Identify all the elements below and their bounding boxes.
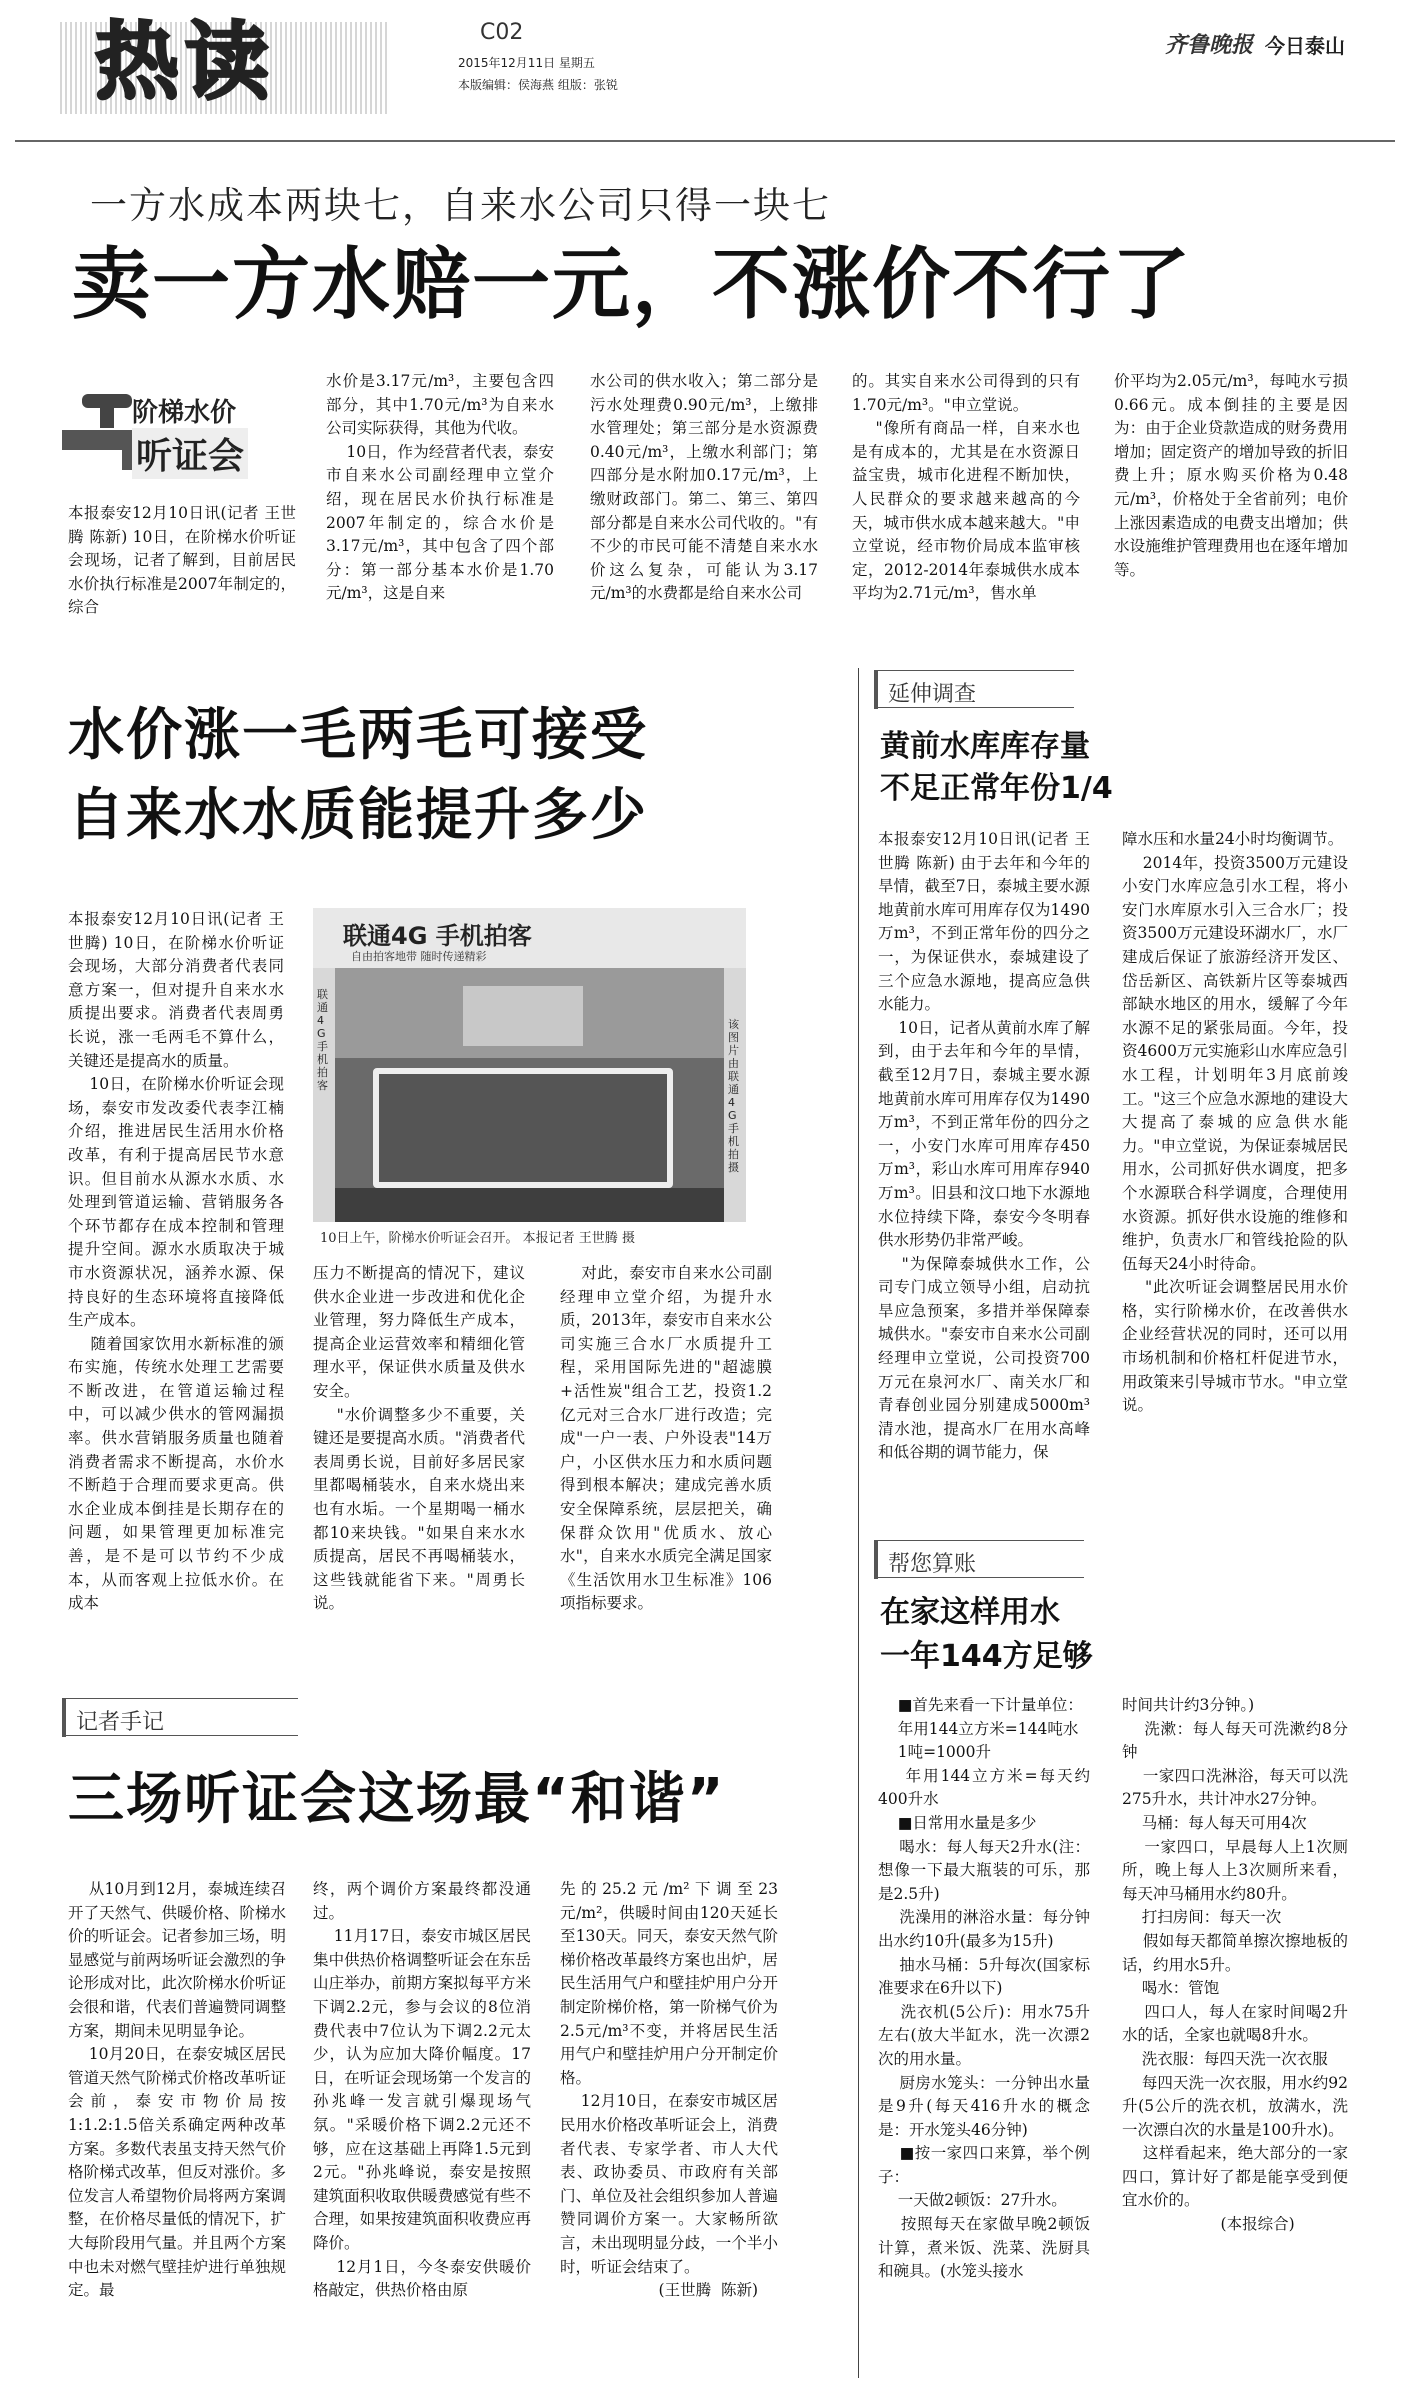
lead-col-5: 价平均为2.05元/m³，每吨水亏损0.66元。成本倒挂的主要是因为：由于企业贷款造成的财务费用增加；固定资产的增加导致的折旧费上升；原水购买价格为0.48元/m³，价格处于全省前列；电价上涨因素造成的电费支出增加；供水设施维护管理费用也在逐年增加等。 [1114, 372, 1348, 579]
lead-col-2: 水价是3.17元/m³，主要包含四部分，其中1.70元/m³为自来水公司实际获得，其他为代收。 10日，作为经营者代表，泰安市自来水公司副经理申立堂介绍，现在居民水价执行标准是2007年制定的，综合水价是3.17元/m³，其中包含了四个部分：第一部分基本水价是1.70元/m³，这是自来 [326, 372, 554, 603]
photo-banner-sub: 自由拍客地带 随时传递精彩 [351, 950, 487, 963]
badge-line2: 听证会 [132, 428, 248, 479]
editors-line: 本版编辑：侯海燕 组版：张锐 [458, 78, 618, 92]
sidebar1-tab: 延伸调查 [874, 670, 1074, 708]
sidebar2-col-1: ■首先来看一下计量单位： 年用144立方米=144吨水 1吨=1000升 年用144立方米=每天约400升水 ■日常用水量是多少 喝水：每人每天2升水(注：想像一下最大瓶装的可乐，那是2.5升) 洗澡用的淋浴水量：每分钟出水约10升(最多为15升) 抽水马桶：5升每次(国家标准要求在6升以下) 洗衣机(5公斤)：用水75升左右(放大半缸水，洗一次漂2次的用水量。 厨房水笼头：一分钟出水量是9升(每天416升水的概念是：开水笼头46分钟) ■按一家四口来算，举个例子： 一天做2顿饭：27升水。 按照每天在家做早晚2顿饭计算，煮米饭、洗菜、洗厨具和碗具。(水笼头接水 [878, 1696, 1090, 2281]
story2-col-2: 压力不断提高的情况下，建议供水企业进一步改进和优化企业管理，努力降低生产成本，提高企业运营效率和精细化管理水平，保证供水质量及供水安全。 "水价调整多少不重要，关键还是要提高水质。"消费者代表周勇长说，目前好多居民家里都喝桶装水，自来水烧出来也有水垢。一个星期喝一桶水都10来块钱。"如果自来水水质提高，居民不再喝桶装水，这些钱就能省下来。"周勇长说。 [313, 1264, 525, 1613]
story2-col-3: 对此，泰安市自来水公司副经理申立堂介绍，为提升水质，2013年，泰安市自来水公司实施三合水厂水质提升工程，采用国际先进的"超滤膜+活性炭"组合工艺，投资1.2亿元对三合水厂进行改造；完成"一户一表、户外设表"14万户，小区供水压力和水质问题得到根本解决；建成完善水质安全保障系统，层层把关，确保群众饮用"优质水、放心水"，自来水水质完全满足国家《生活饮用水卫生标准》106项指标要求。 [560, 1264, 772, 1613]
lead-kicker: 一方水成本两块七，自来水公司只得一块七 [90, 184, 831, 227]
column-divider [858, 668, 859, 2378]
photo-caption: 10日上午，阶梯水价听证会召开。 本报记者 王世腾 摄 [320, 1231, 635, 1246]
issue-date: 2015年12月11日 星期五 [458, 56, 595, 70]
paper-logo: 齐鲁晚报 [1165, 32, 1254, 58]
sidebar1-headline-1: 黄前水库库存量 [880, 729, 1090, 764]
story3-headline: 三场听证会这场最“和谐” [68, 1767, 726, 1832]
story2-col-1: 本报泰安12月10日讯(记者 王世腾) 10日，在阶梯水价听证会现场，大部分消费者代表同意方案一，但对提升自来水水质提出要求。消费者代表周勇长说，涨一毛两毛不算什么，关键还是提高水的质量。 10日，在阶梯水价听证会现场，泰安市发改委代表李江楠介绍，推进居民生活用水价格改革，有利于提高居民节水意识。但目前水从源水水质、水处理到管道运输、营销服务各个环节都存在成本控制和管理提升空间。源水水质取决于城市水资源状况，涵养水源、保持良好的生态环境将直接降低生产成本。 随着国家饮用水新标准的颁布实施，传统水处理工艺需要不断改进，在管道运输过程中，可以减少供水的管网漏损率。供水营销服务质量也随着消费者需求不断提高，水价水不断趋于合理而要求更高。供水企业成本倒挂是长期存在的问题，如果管理更加标准完善，是不是可以节约不少成本，从而客观上拉低水价。在成本 [68, 910, 284, 1613]
edition-name: 今日泰山 [1265, 34, 1345, 58]
story3-col-3: 先的25.2元/m²下调至23元/m²，供暖时间由120天延长至130天。同天，泰安天然气阶梯价格改革最终方案也出炉，居民生活用气户和壁挂炉用户分开制定阶梯价格，第一阶梯气价为2.5元/m³不变，并将居民生活用气户和壁挂炉用户分开制定价格。 12月10日，在泰安市城区居民用水价格改革听证会上，消费者代表、专家学者、市人大代表、政协委员、市政府有关部门、单位及社会组织参加人普遍赞同调价方案一。大家畅所欲言，未出现明显分歧，一个半小时，听证会结束了。 (王世腾 陈新) [560, 1880, 778, 2300]
sidebar2-headline-2: 一年144方足够 [880, 1639, 1093, 1674]
section-title: 热读 [95, 13, 276, 111]
sidebar2-headline-1: 在家这样用水 [880, 1595, 1060, 1630]
sidebar1-headline-2: 不足正常年份1/4 [880, 771, 1113, 806]
story2-headline-2: 自来水水质能提升多少 [68, 783, 648, 848]
photo-banner: 联通4G 手机拍客 [343, 922, 532, 950]
header-rule [15, 140, 1395, 142]
sidebar2-tab: 帮您算账 [874, 1540, 1084, 1578]
story2-headline-1: 水价涨一毛两毛可接受 [68, 703, 648, 768]
lead-headline: 卖一方水赔一元，不涨价不行了 [72, 240, 1193, 330]
page-number: C02 [480, 20, 524, 45]
photo-side-left: 联通4G手机拍客 [317, 988, 328, 1092]
sidebar2-col-2: 时间共计约3分钟。) 洗漱：每人每天可洗漱约8分钟 一家四口洗淋浴，每天可以洗275升水，共计冲水27分钟。 马桶：每人每天可用4次 一家四口，早晨每人上1次厕所，晚上每人上3次厕所来看，每天冲马桶用水约80升。 打扫房间：每天一次 假如每天都简单擦次擦地板的话，约用水5升。 喝水：管饱 四口人，每人在家时间喝2升水的话，全家也就喝8升水。 洗衣服：每四天洗一次衣服 每四天洗一次衣服，用水约92升(5公斤的洗衣机，放满水，洗一次漂白次的水量是100升水)。 这样看起来，绝大部分的一家四口，算计好了都是能享受到便宜水价的。 (本报综合) [1122, 1696, 1348, 2234]
story3-col-1: 从10月到12月，泰城连续召开了天然气、供暖价格、阶梯水价的听证会。记者参加三场，明显感觉与前两场听证会激烈的争论形成对比，此次阶梯水价听证会很和谐，代表们普遍赞同调整方案，期间未见明显争论。 10月20日，在泰安城区居民管道天然气阶梯式价格改革听证会前，泰安市物价局按1:1.2:1.5倍关系确定两种改革方案。多数代表虽支持天然气价格阶梯式改革，但反对涨价。多位发言人希望物价局将两方案调整，在价格尽量低的情况下，扩大每阶段用气量。并且两个方案中也未对燃气壁挂炉进行单独规定。最 [68, 1880, 286, 2300]
hearing-photo [313, 908, 746, 1222]
lead-col-1: 本报泰安12月10日讯(记者 王世腾 陈新) 10日，在阶梯水价听证会现场，记者了解到，目前居民水价执行标准是2007年制定的，综合 [68, 504, 296, 617]
lead-col-4: 的。其实自来水公司得到的只有1.70元/m³。"申立堂说。 "像所有商品一样，自来水也是有成本的，尤其是在水资源日益宝贵，城市化进程不断加快，人民群众的要求越来越高的今天，城市供水成本越来越大。"申立堂说，经市物价局成本监审核定，2012-2014年泰城供水成本平均为2.71元/m³，售水单 [852, 372, 1080, 603]
story3-col-2: 终，两个调价方案最终都没通过。 11月17日，泰安市城区居民集中供热价格调整听证会在东岳山庄举办，前期方案拟每平方米下调2.2元，参与会议的8位消费代表中7位认为下调2.2元太少，认为应加大降价幅度。17日，在听证会现场第一个发言的孙兆峰一发言就引爆现场气氛。"采暖价格下调2.2元还不够，应在这基础上再降1.5元到2元。"孙兆峰说，泰安是按照建筑面积收取供暖费感觉有些不合理，如果按建筑面积收费应再降价。 12月1日，今冬泰安供暖价格敲定，供热价格由原 [313, 1880, 531, 2300]
sidebar1-col-1: 本报泰安12月10日讯(记者 王世腾 陈新) 由于去年和今年的旱情，截至7日，泰城主要水源地黄前水库可用库存仅为1490万m³，不到正常年份的四分之一，为保证供水，泰城建设了三个应急水源地，提高应急供水能力。 10日，记者从黄前水库了解到，由于去年和今年的旱情，截至12月7日，泰城主要水源地黄前水库可用库存仅为1490万m³，不到正常年份的四分之一，小安门水库可用库存450万m³，彩山水库可用库存940万m³。旧县和汶口地下水源地水位持续下降，泰安今冬明春供水形势仍非常严峻。 "为保障泰城供水工作，公司专门成立领导小组，启动抗旱应急预案，多措并举保障泰城供水。"泰安市自来水公司副经理申立堂说，公司投资700万元在泉河水厂、南关水厂和青春创业园分别建成5000m³清水池，提高水厂在用水高峰和低谷期的调节能力，保 [878, 830, 1090, 1462]
sidebar1-col-2: 障水压和水量24小时均衡调节。 2014年，投资3500万元建设小安门水库应急引水工程，将小安门水库原水引入三合水厂；投资3500万元建设环湖水厂，水厂建成后保证了旅游经济开发区、岱岳新区、高铁新片区等泰城西部缺水地区的用水，缓解了今年水源不足的紧张局面。今年，投资4600万元实施彩山水库应急引水工程，计划明年3月底前竣工。"这三个应急水源地的建设大大提高了泰城的应急供水能力。"申立堂说，为保证泰城居民用水，公司抓好供水调度，把多个水源联合科学调度，合理使用水资源。抓好供水设施的维修和维护，负责水厂和管线抢险的队伍每天24小时待命。 "此次听证会调整居民用水价格，实行阶梯水价，在改善供水企业经营状况的同时，还可以用市场机制和价格杠杆促进节水，用政策来引导城市节水。"申立堂说。 [1122, 830, 1348, 1415]
lead-col-3: 水公司的供水收入；第二部分是污水处理费0.90元/m³，上缴排水管理处；第三部分是水资源费0.40元/m³，上缴水利部门；第四部分是水附加0.17元/m³，上缴财政部门。第二、第三、第四部分都是自来水公司代收的。"有不少的市民可能不清楚自来水水价这么复杂，可能认为3.17元/m³的水费都是给自来水公司 [590, 372, 818, 603]
photo-side-right: 该图片由联通4G手机拍摄 [728, 1018, 739, 1174]
story3-tab: 记者手记 [62, 1698, 298, 1736]
badge-line1: 阶梯水价 [132, 398, 237, 428]
